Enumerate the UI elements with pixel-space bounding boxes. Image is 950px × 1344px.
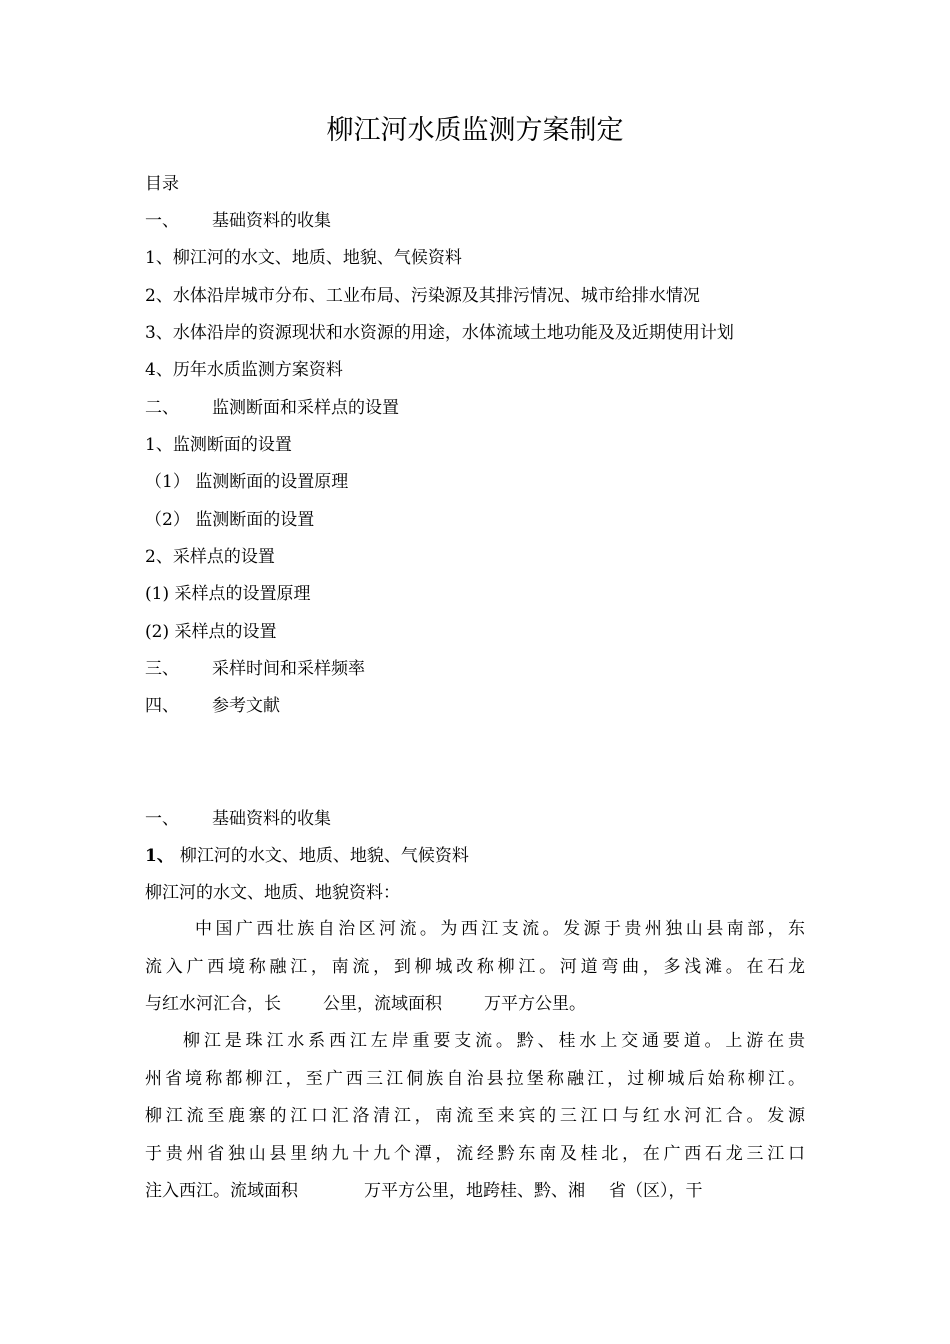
subsection-heading <box>145 844 469 868</box>
paragraph-line: 柳江是珠江水系西江左岸重要支流。黔、桂水上交通要道。上游在贵 <box>183 1031 805 1051</box>
toc-item: 2、采样点的设置 <box>145 547 275 567</box>
paragraph-line: 柳江流至鹿寨的江口汇洛清江，南流至来宾的三江口与红水河汇合。发源 <box>145 1106 805 1126</box>
subsection-title: 柳江河的水文、地质、地貌、气候资料 <box>179 846 469 866</box>
paragraph-line: 于贵州省独山县里纳九十九个潭，流经黔东南及桂北，在广西石龙三江口 <box>145 1143 805 1164</box>
section-title: 基础资料的收集 <box>212 809 331 829</box>
toc-item <box>145 209 331 233</box>
toc-item: (1) 采样点的设置原理 <box>145 584 311 604</box>
document-title: 柳江河水质监测方案制定 <box>326 115 624 146</box>
toc-item <box>145 396 399 420</box>
toc-item-number: 二、 <box>145 398 179 418</box>
toc-item <box>145 657 365 681</box>
paragraph-text: 万平方公里，地跨桂、黔、湘 <box>364 1181 585 1201</box>
toc-item <box>145 694 280 718</box>
paragraph-text: 万平方公里。 <box>484 994 586 1014</box>
section-number: 一、 <box>145 809 179 829</box>
intro-line: 柳江河的水文、地质、地貌资料： <box>145 883 400 903</box>
paragraph-line <box>145 1173 805 1211</box>
toc-item-text: 参考文献 <box>212 696 280 716</box>
paragraph-text: 与红水河汇合，长 <box>145 994 281 1014</box>
toc-item-text: 采样时间和采样频率 <box>212 659 365 679</box>
toc-item: 1、柳江河的水文、地质、地貌、气候资料 <box>145 248 462 268</box>
toc-item-number: 三、 <box>145 659 179 679</box>
toc-item-number: 一、 <box>145 211 179 231</box>
toc-item: (2) 采样点的设置 <box>145 622 277 642</box>
toc-item: （2） 监测断面的设置 <box>145 510 315 530</box>
paragraph-2 <box>145 1023 805 1211</box>
toc-item: 2、水体沿岸城市分布、工业布局、污染源及其排污情况、城市给排水情况 <box>145 286 700 306</box>
section-heading <box>145 807 331 831</box>
paragraph-line: 中国广西壮族自治区河流。为西江支流。发源于贵州独山县南部，东 <box>195 919 805 939</box>
toc-item-text: 基础资料的收集 <box>212 211 331 231</box>
paragraph-line <box>145 986 805 1024</box>
toc-item: 1、监测断面的设置 <box>145 435 292 455</box>
paragraph-line: 州省境称都柳江，至广西三江侗族自治县拉堡称融江，过柳城后始称柳江。 <box>145 1068 805 1089</box>
paragraph-line: 流入广西境称融江，南流，到柳城改称柳江。河道弯曲，多浅滩。在石龙 <box>145 956 805 977</box>
paragraph-text: 公里，流域面积 <box>323 994 442 1014</box>
toc-item: （1） 监测断面的设置原理 <box>145 472 349 492</box>
toc-item-number: 四、 <box>145 696 179 716</box>
toc-item: 3、水体沿岸的资源现状和水资源的用途，水体流域土地功能及及近期使用计划 <box>145 323 734 343</box>
toc-item: 4、历年水质监测方案资料 <box>145 360 343 380</box>
paragraph-text: 注入西江。流域面积 <box>145 1181 298 1201</box>
toc-item-text: 监测断面和采样点的设置 <box>212 398 399 418</box>
subsection-number: 1、 <box>145 846 174 866</box>
toc-heading: 目录 <box>145 174 179 194</box>
paragraph-1 <box>145 911 805 1024</box>
paragraph-text: 省（区），干 <box>609 1181 703 1201</box>
